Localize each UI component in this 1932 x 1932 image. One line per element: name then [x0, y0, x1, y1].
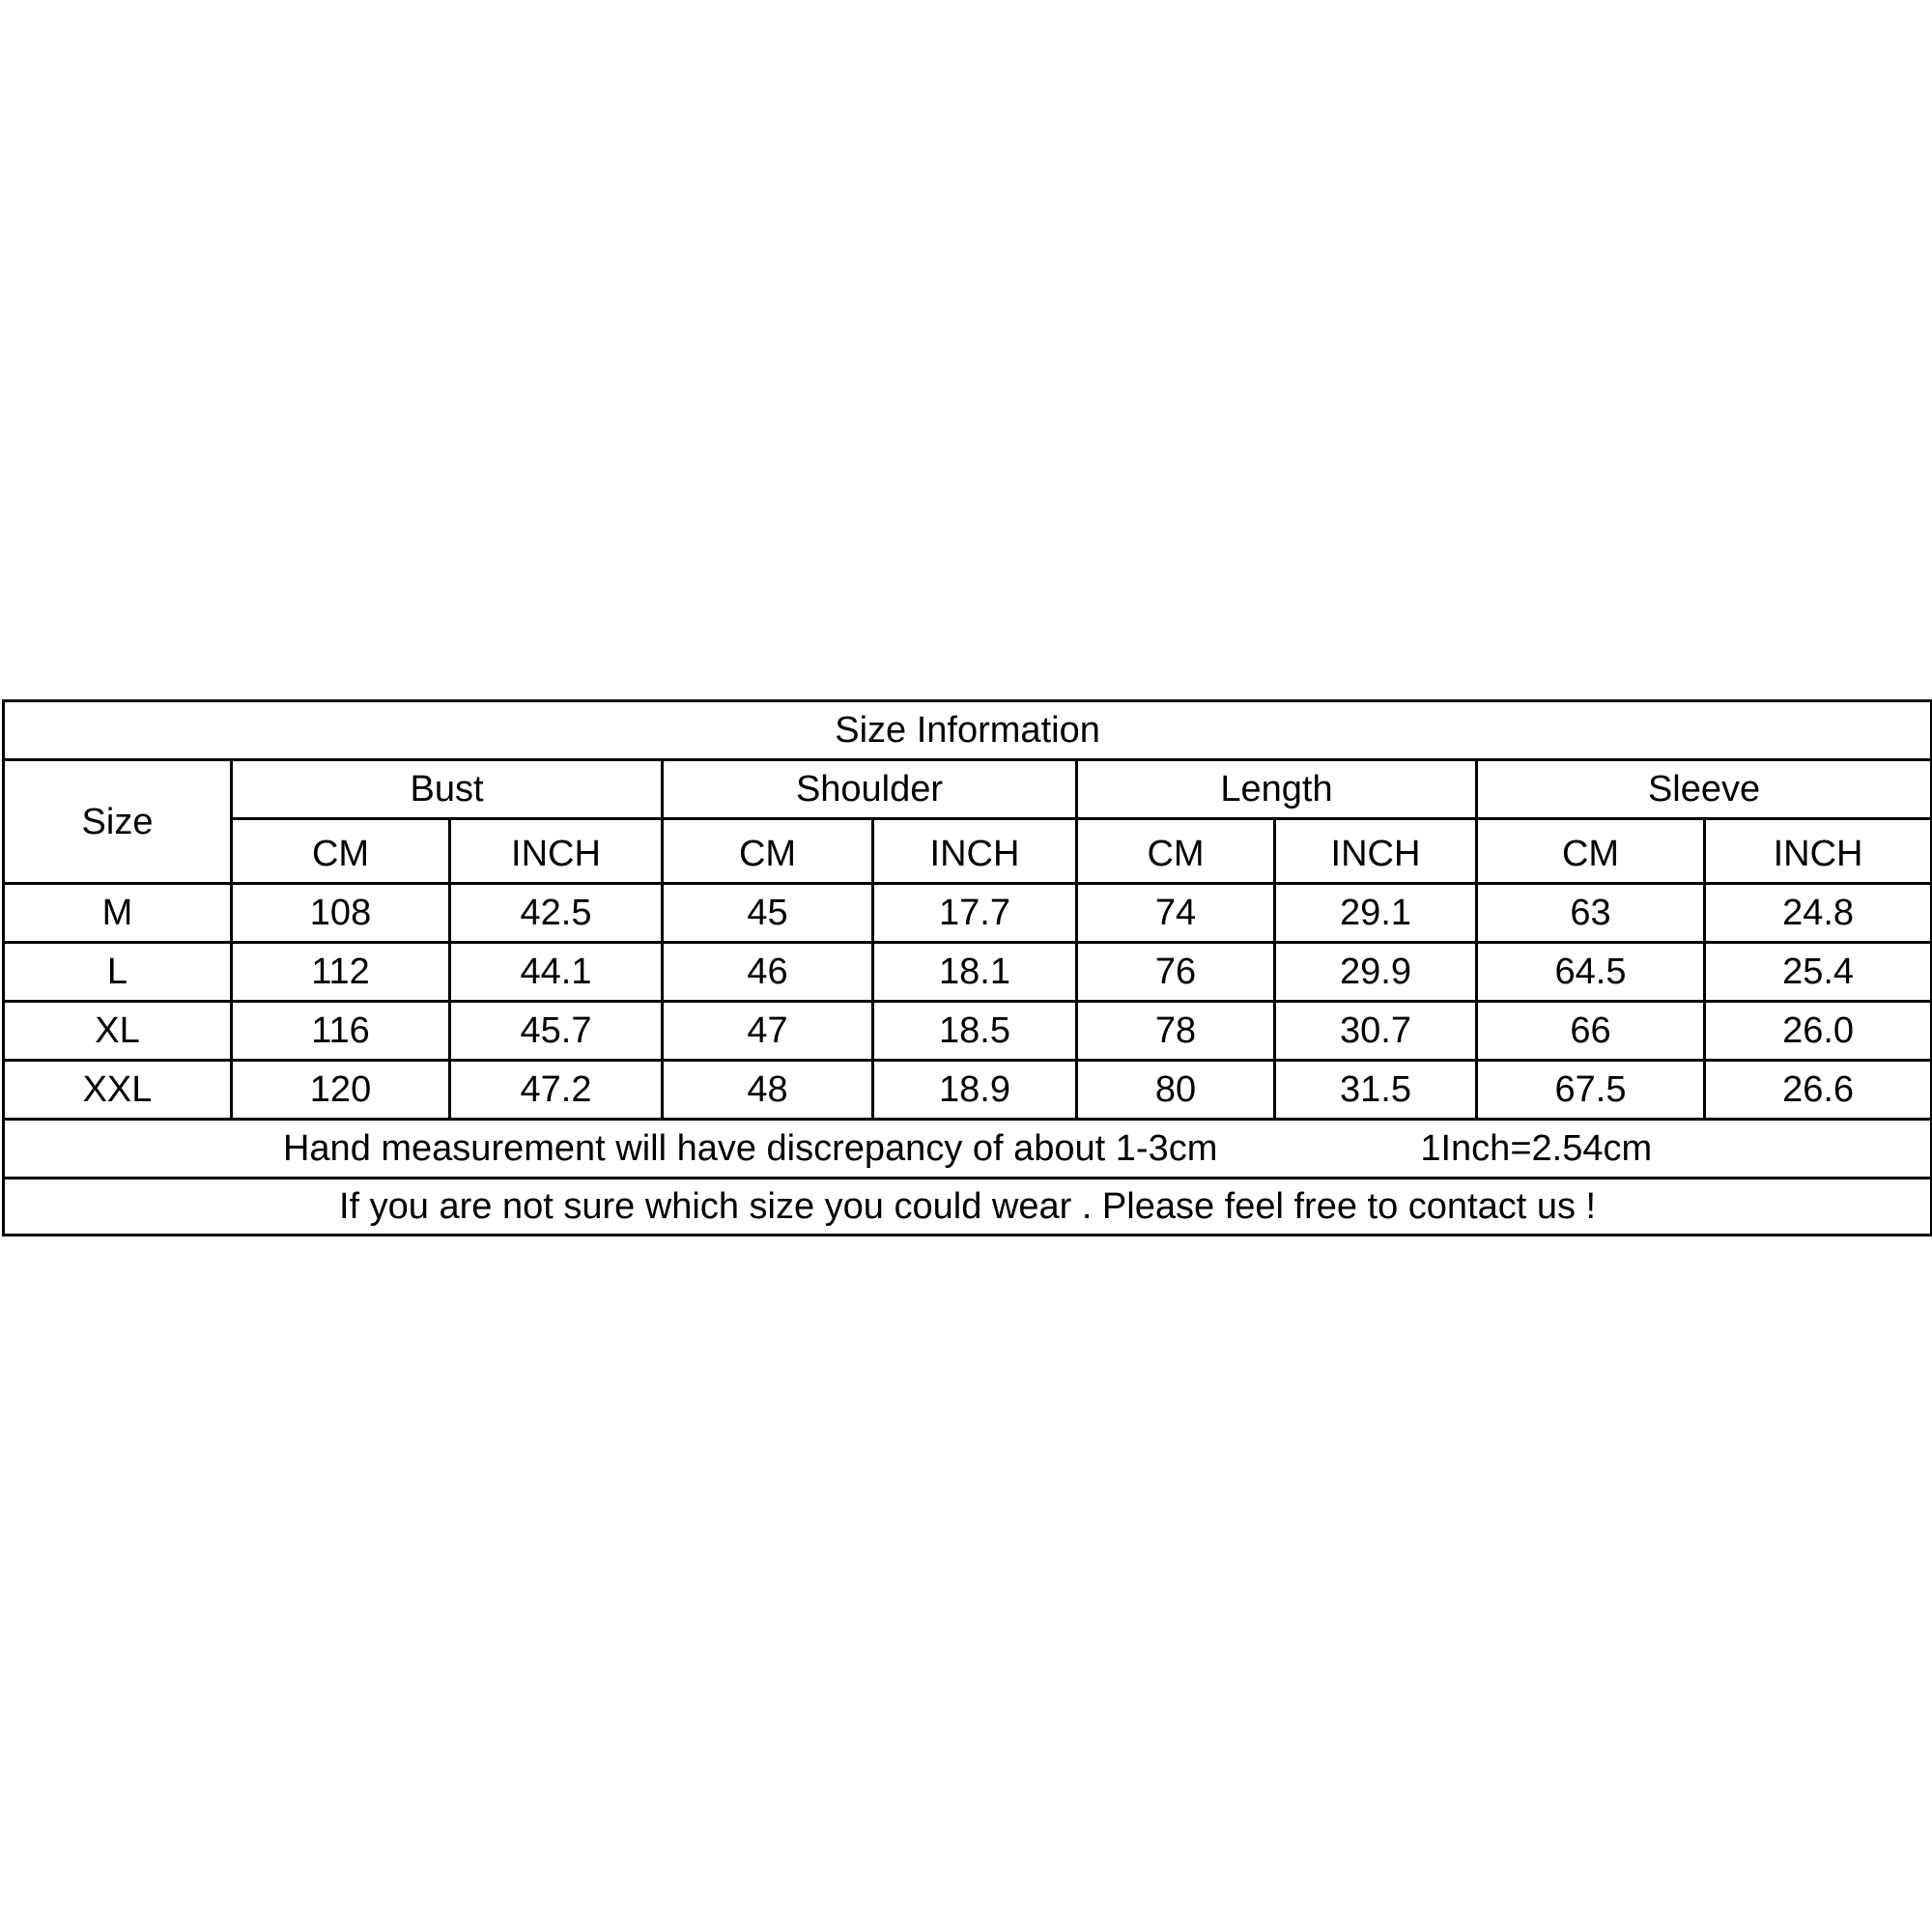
table-title: Size Information	[4, 701, 1932, 760]
bust-header: Bust	[232, 760, 663, 819]
bust-cm-cell: 112	[232, 943, 450, 1002]
shoulder-inch-cell: 18.1	[873, 943, 1077, 1002]
sleeve-cm-cell: 64.5	[1477, 943, 1705, 1002]
length-inch-cell: 30.7	[1275, 1002, 1477, 1061]
length-inch-header: INCH	[1275, 819, 1477, 884]
sleeve-inch-cell: 24.8	[1705, 884, 1932, 943]
sleeve-inch-cell: 25.4	[1705, 943, 1932, 1002]
shoulder-inch-header: INCH	[873, 819, 1077, 884]
size-column-header: Size	[4, 760, 232, 884]
sleeve-cm-cell: 63	[1477, 884, 1705, 943]
measurement-discrepancy-text: Hand measurement will have discrepancy of about 1-3cm	[282, 1128, 1218, 1169]
size-cell: L	[4, 943, 232, 1002]
sleeve-inch-header: INCH	[1705, 819, 1932, 884]
sleeve-header: Sleeve	[1477, 760, 1932, 819]
length-cm-cell: 76	[1077, 943, 1275, 1002]
sleeve-inch-cell: 26.6	[1705, 1061, 1932, 1120]
length-inch-cell: 31.5	[1275, 1061, 1477, 1120]
length-header: Length	[1077, 760, 1477, 819]
bust-cm-cell: 120	[232, 1061, 450, 1120]
size-table	[2, 699, 1932, 1236]
sleeve-cm-cell: 67.5	[1477, 1061, 1705, 1120]
length-cm-cell: 74	[1077, 884, 1275, 943]
shoulder-cm-cell: 46	[663, 943, 873, 1002]
sleeve-inch-cell: 26.0	[1705, 1002, 1932, 1061]
shoulder-cm-cell: 47	[663, 1002, 873, 1061]
bust-cm-cell: 108	[232, 884, 450, 943]
bust-cm-cell: 116	[232, 1002, 450, 1061]
size-cell: XL	[4, 1002, 232, 1061]
size-chart	[2, 699, 1930, 1236]
shoulder-inch-cell: 18.9	[873, 1061, 1077, 1120]
table-row	[4, 1002, 1932, 1061]
length-cm-cell: 78	[1077, 1002, 1275, 1061]
shoulder-inch-cell: 17.7	[873, 884, 1077, 943]
measurement-note	[4, 1120, 1932, 1179]
size-cell: XXL	[4, 1061, 232, 1120]
bust-inch-cell: 42.5	[450, 884, 663, 943]
shoulder-cm-cell: 48	[663, 1061, 873, 1120]
bust-cm-header: CM	[232, 819, 450, 884]
table-row	[4, 943, 1932, 1002]
shoulder-inch-cell: 18.5	[873, 1002, 1077, 1061]
bust-inch-header: INCH	[450, 819, 663, 884]
bust-inch-cell: 44.1	[450, 943, 663, 1002]
bust-inch-cell: 45.7	[450, 1002, 663, 1061]
length-cm-cell: 80	[1077, 1061, 1275, 1120]
bust-inch-cell: 47.2	[450, 1061, 663, 1120]
sleeve-cm-cell: 66	[1477, 1002, 1705, 1061]
length-cm-header: CM	[1077, 819, 1275, 884]
length-inch-cell: 29.1	[1275, 884, 1477, 943]
length-inch-cell: 29.9	[1275, 943, 1477, 1002]
table-row	[4, 884, 1932, 943]
size-cell: M	[4, 884, 232, 943]
table-row	[4, 1061, 1932, 1120]
sleeve-cm-header: CM	[1477, 819, 1705, 884]
inch-conversion-text: 1Inch=2.54cm	[1420, 1128, 1653, 1169]
shoulder-header: Shoulder	[663, 760, 1077, 819]
shoulder-cm-cell: 45	[663, 884, 873, 943]
contact-note: If you are not sure which size you could wear . Please feel free to contact us !	[4, 1179, 1932, 1236]
shoulder-cm-header: CM	[663, 819, 873, 884]
